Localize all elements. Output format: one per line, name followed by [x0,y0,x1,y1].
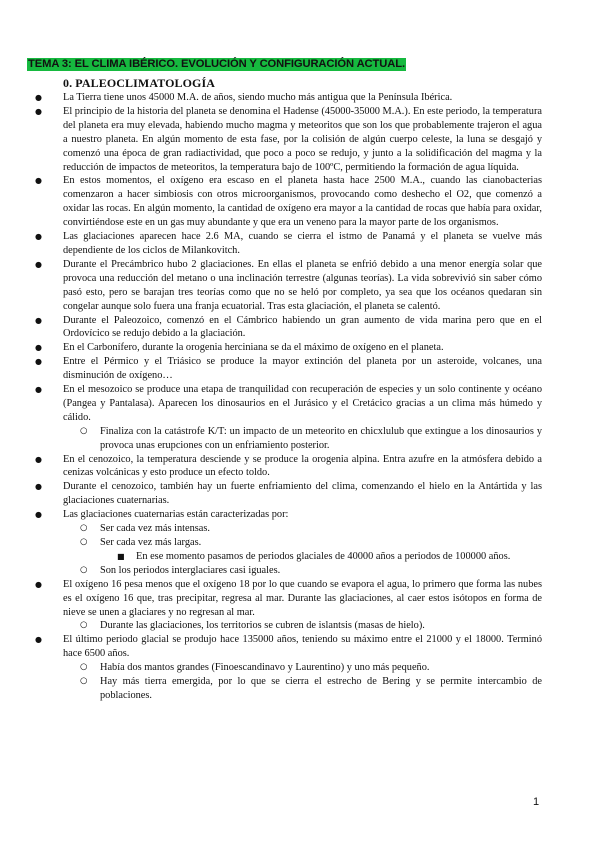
sub-list [100,661,542,703]
list-item: ● Durante el cenozoico, también hay un fuerte enfriamiento del clima, comenzando el hielo en la Antártida y las glaciaciones cuaternarias. [63,480,542,508]
section-heading: 0. PALEOCLIMATOLOGÍA [63,76,216,90]
sub-list-item: ○ Durante las glaciaciones, los territorios se cubren de islantsis (masas de hielo). [100,619,542,633]
list-item: ● En el cenozoico, la temperatura desciende y se produce la orogenia alpina. Entra azufre en la atmósfera debido a cenizas volcánicas y esto produce un efecto toldo. [63,453,542,481]
list-item-text: ● Las glaciaciones cuaternarias están caracterizadas por: [63,509,289,521]
sub-list-item: ○ Son los periodos interglaciares casi iguales. [100,564,542,578]
sub-list-item: ○ Hay más tierra emergida, por lo que se cierra el estrecho de Bering y se permite intercambio de poblaciones. [100,675,542,703]
list-item-group [63,383,542,453]
list-item: ● La Tierra tiene unos 45000 M.A. de años, siendo mucho más antigua que la Península Ibérica. [63,91,542,105]
document-title: TEMA 3: EL CLIMA IBÉRICO. EVOLUCIÓN Y CONFIGURACIÓN ACTUAL. [28,58,405,70]
list-item: ● El principio de la historia del planeta se denomina el Hadense (45000-35000 M.A.). En este periodo, la temperatura del planeta era muy elevada, habiendo mucho magma y meteoritos que son los que probablemente trajeron el agua a nuestro planeta. En algún momento de esta fase, por la colisión de algún cuerpo celeste, la luna se desgajó y comenzó una época de gran radiactividad, que poco a poco se redujo, y junto a la solidificación del magma y la reducción de impactos de meteoritos, la temperatura bajo de 100ºC, permitiendo la formación de agua líquida. [63,105,542,175]
list-item-text: ● El último periodo glacial se produjo hace 135000 años, teniendo su máximo entre el 21000 y el 18000. Terminó hace 6500 años. [63,634,542,660]
list-item: ● Durante el Paleozoico, comenzó en el Cámbrico habiendo un gran aumento de vida marina pero que en el Ordovícico se redujo debido a la glaciación. [63,314,542,342]
list-item-text: ● En el mesozoico se produce una etapa de tranquilidad con recuperación de especies y un solo continente y océano (Pangea y Pantalasa). Aparecen los dinosaurios en el Jurásico y el Cretácico gracias a un clima más húmedo y cálido. [63,384,542,423]
list-item: ● Durante el Precámbrico hubo 2 glaciaciones. En ellas el planeta se enfrió debido a una menor energía solar que provoca una reducción del metano o una inclinación terrestre (algunas teorías). La vida sobrevivió sin saber cómo pasó esto, pero se barajan tres teorías como que no se heló por completo, ya sea que los océanos quedaran sin congelar aunque solo fuera una franja ecuatorial. Tras esta glaciación, el planeta se calentó. [63,258,542,314]
sub-sub-list-item: ■ En ese momento pasamos de periodos glaciales de 40000 años a periodos de 100000 años. [136,550,542,564]
sub-list-item: ○ Había dos mantos grandes (Finoescandinavo y Laurentino) y uno más pequeño. [100,661,542,675]
document-body [63,91,542,703]
list-item: ● Entre el Pérmico y el Triásico se produce la mayor extinción del planeta por un asteroide, volcanes, una disminución de oxígeno… [63,355,542,383]
sub-list-item-group [100,536,542,564]
page-number: 1 [533,796,540,808]
sub-list [100,522,542,578]
sub-sub-list [136,550,542,564]
list-item: ● En estos momentos, el oxígeno era escaso en el planeta hasta hace 2500 M.A., cuando las cianobacterias comenzaron a hacer simbiosis con otros microorganismos, provocando como deshecho el O2, que comenzó a oxidar las rocas. En algún momento, la cantidad de oxígeno era mayor a la cantidad de rocas que había para oxidar, convirtiéndose este en un gas muy abundante y que era un veneno para la mayor parte de los organismos. [63,174,542,230]
list-item-group [63,633,542,703]
sub-list-item-text: ○ Ser cada vez más largas. [100,537,202,548]
list-item: ● Las glaciaciones aparecen hace 2.6 MA, cuando se cierra el istmo de Panamá y el planeta se vuelve más dependiente de los ciclos de Milankovitch. [63,230,542,258]
bullet-list [63,91,542,703]
sub-list [100,619,542,633]
list-item-text: ● El oxígeno 16 pesa menos que el oxígeno 18 por lo que cuando se evapora el agua, lo primero que forma las nubes es el oxígeno 16 que, tras precipitar, regresa al mar. Durante las glaciaciones, al caer estos isótopos en forma de nieve se unen a glaciares y no regresan al mar. [63,578,542,618]
sub-list [100,425,542,453]
list-item: ● En el Carbonífero, durante la orogenia herciniana se da el máximo de oxígeno en el planeta. [63,341,542,355]
list-item-group [63,508,542,578]
sub-list-item: ○ Ser cada vez más intensas. [100,522,542,536]
sub-list-item: ○ Finaliza con la catástrofe K/T: un impacto de un meteorito en chicxlulub que extingue a los dinosaurios y provoca unas erupciones con un enfriamiento posterior. [100,425,542,453]
list-item-group [63,578,542,634]
